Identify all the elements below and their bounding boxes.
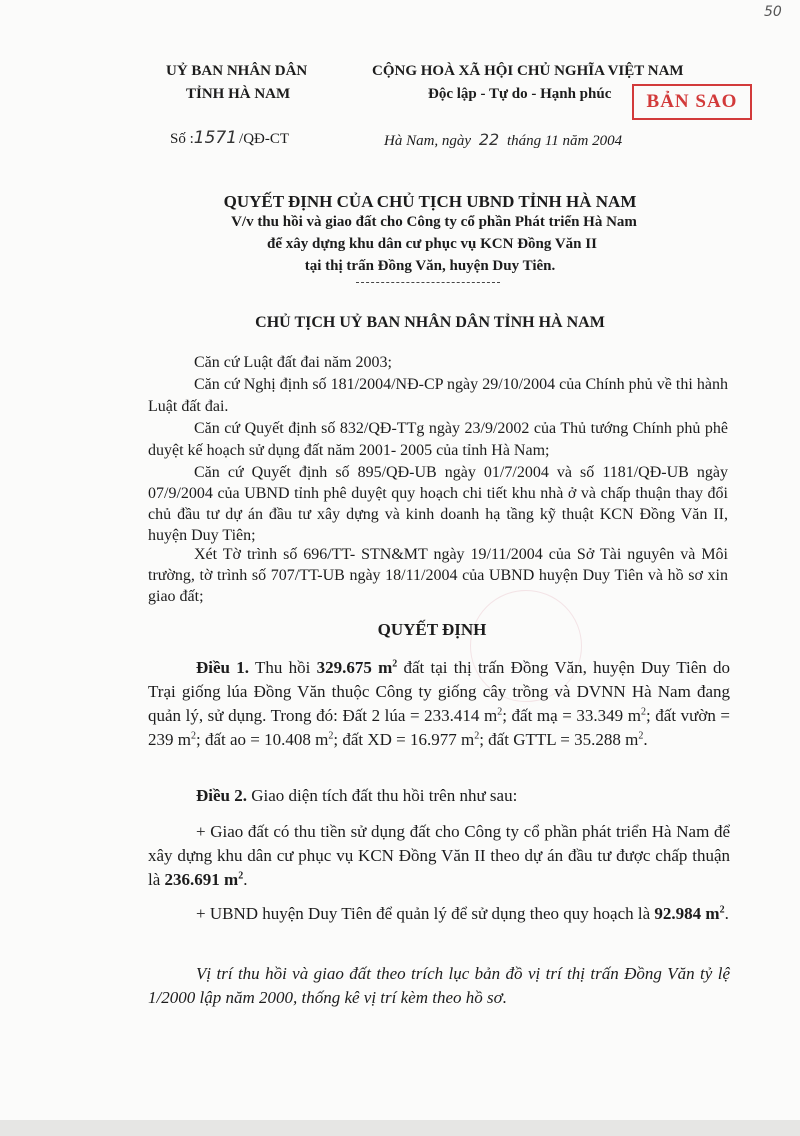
title-subject-line3: tại thị trấn Đồng Văn, huyện Duy Tiên. <box>304 258 556 274</box>
location-note: Vị trí thu hồi và giao đất theo trích lục bản đồ vị trí thị trấn Đồng Văn tỷ lệ 1/2000 lập năm 2000, thống kê vị trí kèm theo hồ sơ. <box>148 964 730 1007</box>
basis-item: Căn cứ Luật đất đai năm 2003; <box>194 354 392 371</box>
article-2-intro: Điều 2. Giao diện tích đất thu hồi trên như sau: <box>196 786 518 805</box>
article-1-area: 329.675 m <box>316 658 393 677</box>
date-day-handwritten: 22 <box>478 130 500 149</box>
authority-heading: CHỦ TỊCH UỶ BAN NHÂN DÂN TỈNH HÀ NAM <box>255 314 605 331</box>
org-name-line2: TỈNH HÀ NAM <box>186 86 291 102</box>
basis-item: Xét Tờ trình số 696/TT- STN&MT ngày 19/11/2004 của Sở Tài nguyên và Môi trường, tờ trình số 707/TT-UB ngày 18/11/2004 của UBND huyện Duy Tiên và hồ sơ xin giao đất; <box>148 546 728 605</box>
date-prefix: Hà Nam, ngày <box>384 133 472 149</box>
basis-item: Căn cứ Quyết định số 895/QĐ-UB ngày 01/7/2004 và số 1181/QĐ-UB ngày 07/9/2004 của UBND tỉnh phê duyệt quy hoạch chi tiết khu nhà ở và chấp thuận thay đổi chủ đầu tư dự án đầu tư xây dựng và kinh doanh hạ tầng kỹ thuật KCN Đồng Văn II, huyện Duy Tiên; <box>148 464 728 544</box>
scan-bottom-edge <box>0 1120 800 1136</box>
org-name-line1: UỶ BAN NHÂN DÂN <box>166 63 308 79</box>
number-handwritten: 1571 <box>193 128 238 148</box>
basis-item: Căn cứ Nghị định số 181/2004/NĐ-CP ngày 29/10/2004 của Chính phủ về thi hành Luật đất đai. <box>148 376 728 415</box>
title-subject-line1: V/v thu hồi và giao đất cho Công ty cổ phần Phát triển Hà Nam <box>231 214 637 230</box>
article-1: Điều 1. Thu hồi 329.675 $m^2$ đất tại thị trấn Đồng Văn, huyện Duy Tiên do Trại giống lúa Đồng Văn thuộc Công ty giống cây trồng và DVNN Hà Nam đang quản lý, sử dụng. Trong đó: Đất 2 lúa = 233.414 $m^2$; đất mạ = 33.349 $m^2$; đất vườn = 239 $m^2$; đất ao = 10.408 $m^2$; đất XD = 16.977 $m^2$; đất GTTL = 35.288 $m^2$. <box>148 658 731 749</box>
decision-heading: QUYẾT ĐỊNH <box>377 620 487 639</box>
decision-title: QUYẾT ĐỊNH CỦA CHỦ TỊCH UBND TỈNH HÀ NAM <box>223 192 637 211</box>
date-rest: tháng 11 năm 2004 <box>506 133 623 149</box>
copy-stamp: BẢN SAO <box>632 84 752 120</box>
allocated-area-company: 236.691 m <box>164 870 239 889</box>
number-prefix: Số : <box>170 131 194 147</box>
national-motto: Độc lập - Tự do - Hạnh phúc <box>428 86 612 102</box>
article-2-label: Điều 2. <box>196 786 247 805</box>
article-2-item-1: + Giao đất có thu tiền sử dụng đất cho Công ty cổ phần phát triển Hà Nam để xây dựng khu dân cư phục vụ KCN Đồng Văn II theo dự án đầu tư được chấp thuận là 236.691 $m^2$. <box>148 822 730 889</box>
document-date <box>384 130 622 150</box>
page-number: 50 <box>764 4 782 20</box>
national-title: CỘNG HOÀ XÃ HỘI CHỦ NGHĨA VIỆT NAM <box>372 63 684 79</box>
document-number <box>170 128 289 148</box>
title-divider <box>356 282 500 283</box>
article-1-label: Điều 1. <box>196 658 250 677</box>
article-2-item-2: + UBND huyện Duy Tiên để quản lý để sử dụng theo quy hoạch là 92.984 $m^2$. <box>196 904 729 923</box>
title-subject-line2: để xây dựng khu dân cư phục vụ KCN Đồng Văn II <box>267 236 597 252</box>
allocated-area-district: 92.984 m <box>654 904 720 923</box>
basis-item: Căn cứ Quyết định số 832/QĐ-TTg ngày 23/9/2002 của Thủ tướng Chính phủ phê duyệt kế hoạch sử dụng đất năm 2001- 2005 của tỉnh Hà Nam; <box>148 420 728 459</box>
number-suffix: /QĐ-CT <box>239 131 290 147</box>
